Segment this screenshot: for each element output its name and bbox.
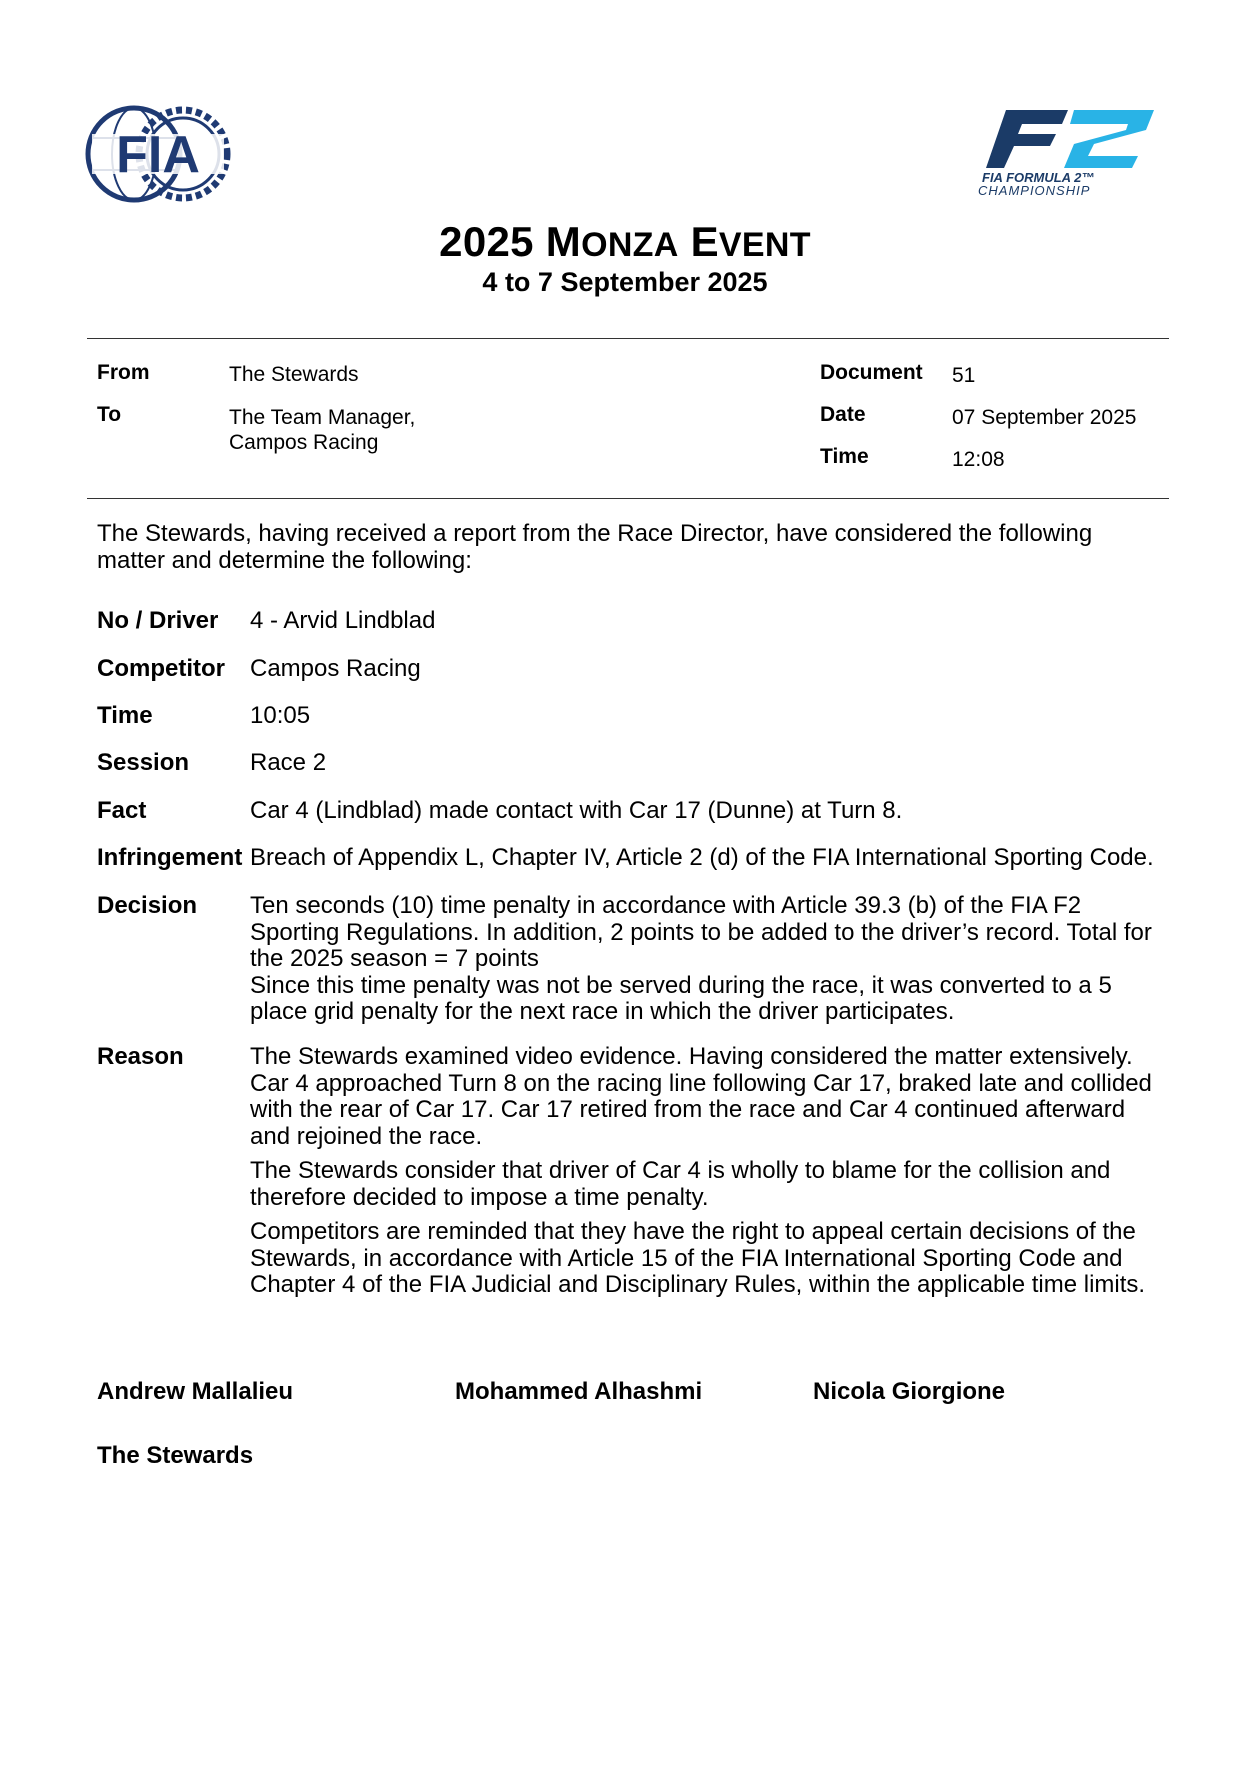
to-label: To: [97, 403, 122, 426]
from-label: From: [97, 361, 150, 384]
decision-value: Ten seconds (10) time penalty in accordance with Article 39.3 (b) of the FIA F2 Sporting Regulations. In addition, 2 points to be added to the driver’s record. Total for the 2025 season = 7 points Since this time penalty was not be served during the race, it was converted to a 5 place grid penalty for the next race in which the driver participates.: [250, 892, 1152, 1025]
time-label: Time: [820, 445, 869, 468]
competitor-value: Campos Racing: [250, 655, 421, 682]
fia-logo: [84, 104, 232, 204]
steward-name-1: Andrew Mallalieu: [97, 1378, 294, 1405]
event-dates: 4 to 7 September 2025: [482, 267, 768, 297]
svg-text:FIA: FIA: [116, 126, 200, 184]
competitor-label: Competitor: [97, 655, 225, 682]
reason-paragraph-3: Competitors are reminded that they have the right to appeal certain decisions of the Stewards, in accordance with Article 15 of the FIA International Sporting Code and Chapter 4 of the FIA Judicial and Disciplinary Rules, within the applicable time limits.: [250, 1218, 1146, 1298]
driver-value: 4 - Arvid Lindblad: [250, 607, 436, 634]
date-value: 07 September 2025: [952, 406, 1137, 429]
from-value: The Stewards: [229, 363, 359, 386]
document-label: Document: [820, 361, 923, 384]
header-divider-top: [87, 338, 1169, 339]
steward-name-2: Mohammed Alhashmi: [455, 1378, 703, 1405]
header-divider-bottom: [87, 498, 1169, 499]
intro-paragraph: The Stewards, having received a report from the Race Director, have considered the following matter and determine the following:: [97, 520, 1093, 574]
date-label: Date: [820, 403, 866, 426]
reason-paragraph-2: The Stewards consider that driver of Car 4 is wholly to blame for the collision and therefore decided to impose a time penalty.: [250, 1157, 1111, 1211]
decision-label: Decision: [97, 892, 198, 919]
infringement-value: Breach of Appendix L, Chapter IV, Article 2 (d) of the FIA International Sporting Code.: [250, 844, 1154, 871]
fact-label: Fact: [97, 797, 147, 824]
session-label: Session: [97, 749, 190, 776]
fact-value: Car 4 (Lindblad) made contact with Car 17 (Dunne) at Turn 8.: [250, 797, 903, 824]
svg-text:CHAMPIONSHIP: CHAMPIONSHIP: [978, 183, 1091, 198]
time-value: 12:08: [952, 448, 1005, 471]
svg-text:FIA FORMULA 2™: FIA FORMULA 2™: [982, 170, 1095, 185]
event-title: 2025 MONZA EVENT: [439, 218, 811, 265]
reason-paragraph-1: The Stewards examined video evidence. Having considered the matter extensively. Car 4 approached Turn 8 on the racing line following Car 17, braked late and collided with the rear of Car 17. Car 17 retired from the race and Car 4 continued afterward and rejoined the race.: [250, 1043, 1152, 1150]
incident-time-value: 10:05: [250, 702, 311, 729]
stewards-footer: The Stewards: [97, 1442, 254, 1469]
document-value: 51: [952, 364, 976, 387]
infringement-label: Infringement: [97, 844, 243, 871]
reason-value: [250, 1044, 1170, 1307]
reason-label: Reason: [97, 1043, 184, 1070]
f2-championship-logo: [978, 108, 1168, 198]
driver-label: No / Driver: [97, 607, 219, 634]
session-value: Race 2: [250, 749, 327, 776]
incident-time-label: Time: [97, 702, 153, 729]
to-value: The Team Manager, Campos Racing: [229, 406, 416, 454]
steward-name-3: Nicola Giorgione: [813, 1378, 1006, 1405]
